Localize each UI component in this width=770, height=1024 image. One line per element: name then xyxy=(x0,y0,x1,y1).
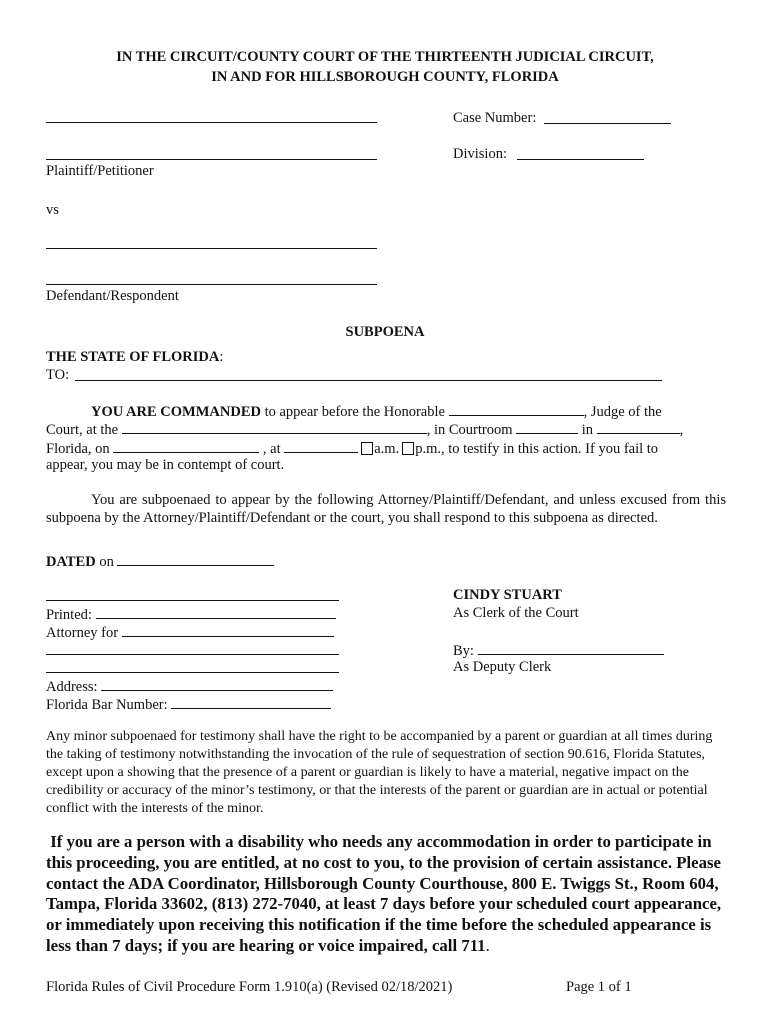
minor-rights-paragraph: Any minor subpoenaed for testimony shall have the right to be accompanied by a parent or guardian at all times during the taking of testimony notwithstanding the invocation of the rule of sequestration of section 90.616, Florida Statutes, except upon a showing that the presence of a parent or guardian is likely to have a material, negative impact on the credibility or accuracy of the minor’s testimony, or that the interests of the parent or guardian are in actual or potential conflict with the interests of the minor. xyxy=(46,729,713,816)
command-line-4: appear, you may be in contempt of court. xyxy=(46,457,285,473)
division-label: Division: xyxy=(453,146,507,162)
city-field[interactable] xyxy=(597,419,680,434)
command-line-2 xyxy=(46,419,683,439)
defendant-name-line-1[interactable] xyxy=(46,248,377,249)
printed-label: Printed: xyxy=(46,607,92,623)
appearance-time-field[interactable] xyxy=(284,438,358,453)
vs-label: vs xyxy=(46,202,59,218)
dated-field[interactable] xyxy=(117,551,274,566)
attorney-for-field[interactable] xyxy=(122,622,334,637)
court-location-field[interactable] xyxy=(122,419,427,434)
case-number-label: Case Number: xyxy=(453,110,537,126)
deputy-clerk-label: As Deputy Clerk xyxy=(453,659,552,675)
state-label: THE STATE OF FLORIDA xyxy=(46,349,220,365)
printed-row xyxy=(46,604,336,624)
command-text-6: , xyxy=(679,422,684,438)
page-number: Page 1 of 1 xyxy=(566,979,632,995)
ada-notice xyxy=(46,832,736,957)
by-label: By: xyxy=(453,643,474,659)
attorney-for-row xyxy=(46,622,334,642)
to-label: TO: xyxy=(46,367,70,383)
address-field[interactable] xyxy=(101,676,333,691)
defendant-label: Defendant/Respondent xyxy=(46,288,179,304)
attorney-extra-line-1[interactable] xyxy=(46,654,339,655)
form-citation: Florida Rules of Civil Procedure Form 1.910(a) (Revised 02/18/2021) xyxy=(46,979,453,995)
address-label: Address: xyxy=(46,679,98,695)
clerk-title: As Clerk of the Court xyxy=(453,605,579,621)
command-text-8: , at xyxy=(259,441,285,457)
court-header-line1: IN THE CIRCUIT/COUNTY COURT OF THE THIRTEENTH JUDICIAL CIRCUIT, xyxy=(116,49,654,65)
subpoenaed-paragraph: You are subpoenaed to appear by the following Attorney/Plaintiff/Defendant, and unless excused from this subpoena by the Attorney/Plaintiff/Defendant or the court, you shall respond to this subpoena as directed. xyxy=(46,492,726,526)
command-line-3 xyxy=(46,438,658,458)
to-recipient-line[interactable] xyxy=(75,380,662,381)
state-colon: : xyxy=(219,349,224,365)
court-header-line2: IN AND FOR HILLSBOROUGH COUNTY, FLORIDA xyxy=(211,69,559,85)
deputy-signature-field[interactable] xyxy=(478,640,664,655)
command-text-7: Florida, on xyxy=(46,441,114,457)
command-text-3: Court, at the xyxy=(46,422,122,438)
pm-label: p.m., to testify in this action. If you fail to xyxy=(415,441,659,457)
bar-number-label: Florida Bar Number: xyxy=(46,697,168,713)
dated-label: DATED xyxy=(46,554,96,570)
courtroom-field[interactable] xyxy=(516,419,578,434)
case-number-line[interactable] xyxy=(544,123,671,124)
command-text-2: , Judge of the xyxy=(583,404,662,420)
division-line[interactable] xyxy=(517,159,644,160)
plaintiff-name-line-2[interactable] xyxy=(46,159,377,160)
document-title: SUBPOENA xyxy=(345,324,425,340)
attorney-for-label: Attorney for xyxy=(46,625,119,641)
command-text-1: to appear before the Honorable xyxy=(260,404,449,420)
ada-notice-period: . xyxy=(485,935,490,955)
appearance-date-field[interactable] xyxy=(113,438,259,453)
dated-on: on xyxy=(95,554,118,570)
command-lead: YOU ARE COMMANDED xyxy=(91,404,261,420)
bar-number-field[interactable] xyxy=(171,694,331,709)
defendant-name-line-2[interactable] xyxy=(46,284,377,285)
am-label: a.m. xyxy=(374,441,400,457)
address-row xyxy=(46,676,333,696)
bar-number-row xyxy=(46,694,331,714)
plaintiff-label: Plaintiff/Petitioner xyxy=(46,163,154,179)
judge-name-field[interactable] xyxy=(449,401,584,416)
printed-name-field[interactable] xyxy=(96,604,336,619)
command-text-4: , in Courtroom xyxy=(426,422,517,438)
deputy-by-row xyxy=(453,640,664,660)
attorney-signature-line[interactable] xyxy=(46,600,339,601)
pm-checkbox[interactable] xyxy=(402,442,414,455)
am-checkbox[interactable] xyxy=(361,442,373,455)
attorney-extra-line-2[interactable] xyxy=(46,672,339,673)
ada-notice-text: If you are a person with a disability who needs any accommodation in order to participate in this proceeding, you are entitled, at no cost to you, to the provision of certain assistance. Please contact the ADA Coordinator, Hillsborough County Courthouse, 800 E. Twiggs St., Room 604, Tampa, Florida 33602, (813) 272-7040, at least 7 days before your scheduled court appearance, or immediately upon receiving this notification if the time before the scheduled appearance is less than 7 days; if you are hearing or voice impaired, call 711 xyxy=(46,832,722,955)
plaintiff-name-line-1[interactable] xyxy=(46,122,377,123)
clerk-name: CINDY STUART xyxy=(453,587,562,603)
command-text-5: in xyxy=(578,422,597,438)
command-line-1 xyxy=(91,401,662,421)
dated-row xyxy=(46,551,274,571)
